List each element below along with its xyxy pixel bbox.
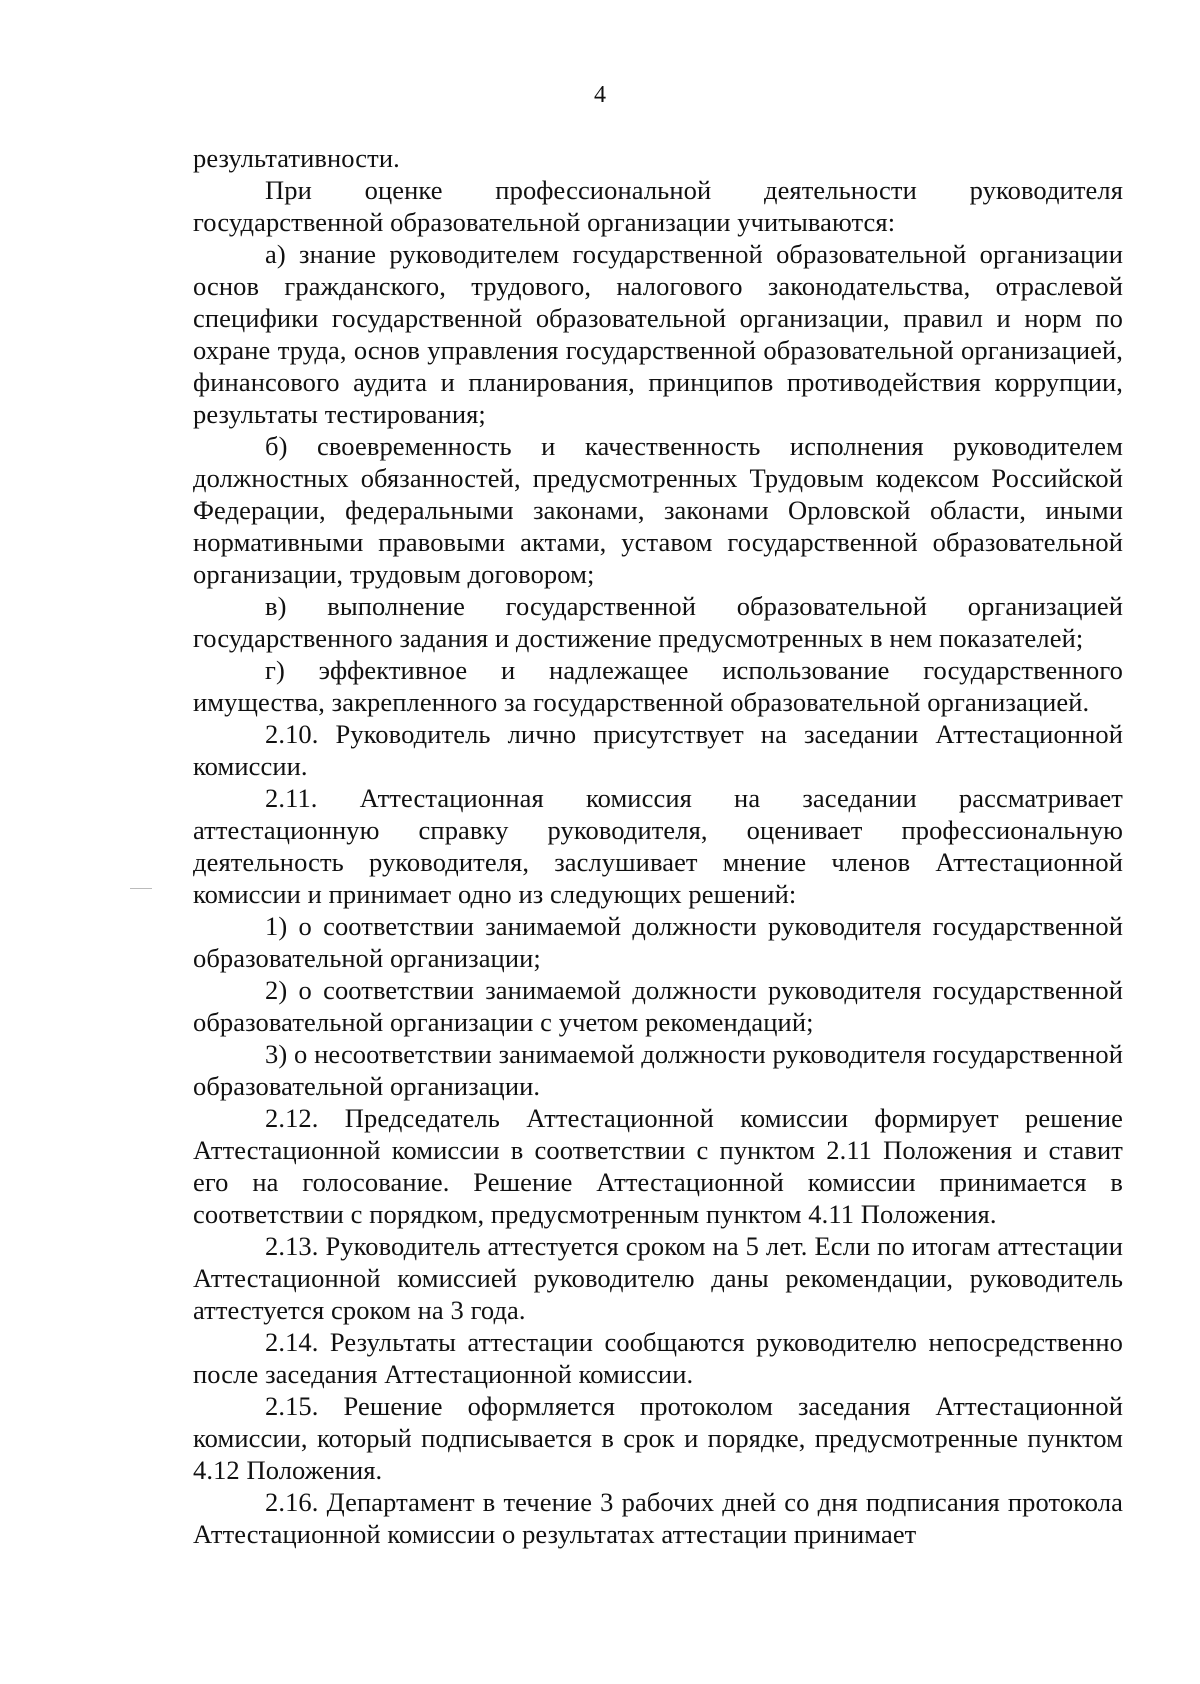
document-body [193, 142, 1123, 1550]
paragraph-2-15: 2.15. Решение оформляется протоколом заседания Аттестационной комиссии, который подписывается в срок и порядке, предусмотренные пунктом 4.12 Положения. [193, 1391, 1123, 1485]
margin-mark [130, 888, 152, 889]
paragraph-item-g: г) эффективное и надлежащее использование государственного имущества, закрепленного за государственной образовательной организацией. [193, 655, 1123, 717]
paragraph-2-12: 2.12. Председатель Аттестационной комиссии формирует решение Аттестационной комиссии в соответствии с пунктом 2.11 Положения и ставит его на голосование. Решение Аттестационной комиссии принимается в соответствии с порядком, предусмотренным пунктом 4.11 Положения. [193, 1103, 1123, 1229]
paragraph-2-11: 2.11. Аттестационная комиссия на заседании рассматривает аттестационную справку руководителя, оценивает профессиональную деятельность руководителя, заслушивает мнение членов Аттестационной комиссии и принимает одно из следующих решений: [193, 783, 1123, 909]
paragraph-item-b: б) своевременность и качественность исполнения руководителем должностных обязанностей, предусмотренных Трудовым кодексом Российской Федерации, федеральными законами, законами Орловской области, иными нормативными правовыми актами, уставом государственной образовательной организации, трудовым договором; [193, 431, 1123, 589]
paragraph-2-10: 2.10. Руководитель лично присутствует на заседании Аттестационной комиссии. [193, 719, 1123, 781]
paragraph-2-13: 2.13. Руководитель аттестуется сроком на 5 лет. Если по итогам аттестации Аттестационной комиссией руководителю даны рекомендации, руководитель аттестуется сроком на 3 года. [193, 1231, 1123, 1325]
paragraph-2-16: 2.16. Департамент в течение 3 рабочих дней со дня подписания протокола Аттестационной комиссии о результатах аттестации принимает [193, 1487, 1123, 1549]
paragraph-2-14: 2.14. Результаты аттестации сообщаются руководителю непосредственно после заседания Аттестационной комиссии. [193, 1327, 1123, 1389]
paragraph-continuation: результативности. [193, 143, 400, 173]
paragraph-decision-1: 1) о соответствии занимаемой должности руководителя государственной образовательной организации; [193, 911, 1123, 973]
paragraph-decision-3: 3) о несоответствии занимаемой должности руководителя государственной образовательной организации. [193, 1039, 1123, 1101]
paragraph-item-a: а) знание руководителем государственной образовательной организации основ гражданского, трудового, налогового законодательства, отраслевой специфики государственной образовательной организации, правил и норм по охране труда, основ управления государственной образовательной организацией, финансового аудита и планирования, принципов противодействия коррупции, результаты тестирования; [193, 239, 1123, 429]
page-number: 4 [594, 82, 606, 108]
paragraph-item-v: в) выполнение государственной образовательной организацией государственного задания и достижение предусмотренных в нем показателей; [193, 591, 1123, 653]
paragraph-evaluation-intro: При оценке профессиональной деятельности руководителя государственной образовательной организации учитываются: [193, 175, 1123, 237]
paragraph-decision-2: 2) о соответствии занимаемой должности руководителя государственной образовательной организации с учетом рекомендаций; [193, 975, 1123, 1037]
